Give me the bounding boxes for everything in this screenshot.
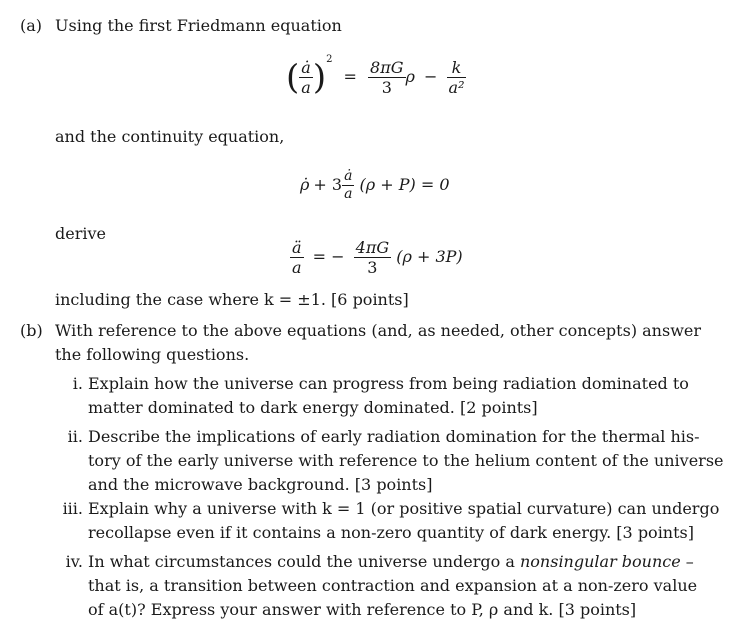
eq3-rest: (ρ + 3P) bbox=[396, 247, 463, 267]
item-ii-line: and the microwave background. [3 points] bbox=[88, 475, 433, 494]
eq1-lhs-num: ȧ bbox=[301, 58, 311, 77]
eq2-rest: (ρ + P) = 0 bbox=[359, 174, 450, 194]
part-a-label: (a) bbox=[20, 16, 43, 35]
eq3-lhs-num: ä bbox=[292, 238, 302, 257]
eq1-term1-num: 8πG bbox=[370, 58, 404, 77]
eq1-lhs-den: a bbox=[301, 78, 311, 98]
item-ii-line: Describe the implications of early radiation domination for the thermal his- bbox=[88, 427, 700, 446]
eq2-rhodot: ρ̇ bbox=[300, 174, 310, 194]
item-iii-line: Explain why a universe with k = 1 (or positive spatial curvature) can undergo bbox=[88, 499, 720, 518]
eq1-minus: − bbox=[424, 67, 438, 87]
eq1-term2-num: k bbox=[451, 58, 462, 77]
eq3-equals-minus: = − bbox=[312, 247, 345, 267]
eq1-equals: = bbox=[343, 67, 357, 87]
part-a-intro: Using the first Friedmann equation bbox=[55, 16, 342, 35]
derive-text: derive bbox=[55, 224, 106, 243]
item-iv-line: that is, a transition between contraction and expansion at a non-zero value bbox=[88, 576, 698, 595]
eq2-plus3: + 3 bbox=[313, 174, 343, 194]
eq2-frac-num: ȧ bbox=[344, 168, 353, 184]
item-ii-label: ii. bbox=[67, 427, 83, 446]
part-b-intro-line1: With reference to the above equations (and, as needed, other concepts) answer bbox=[55, 321, 702, 340]
acceleration-equation bbox=[290, 238, 463, 277]
eq1-exponent: 2 bbox=[326, 53, 333, 65]
item-iv-line: of a(t)? Express your answer with reference to P, ρ and k. [3 points] bbox=[88, 600, 637, 619]
item-i-line: matter dominated to dark energy dominated. [2 points] bbox=[88, 398, 538, 417]
item-ii-line: tory of the early universe with reference to the helium content of the universe bbox=[88, 451, 724, 470]
friedmann-equation: ( $\frac{ȧ}{a}$ )$^2$ = $\frac{8\pi G}{3}$ ρ − $\frac{k}{\text{a²}}$ bbox=[286, 53, 465, 98]
eq3-lhs-den: a bbox=[292, 258, 302, 278]
item-i-label: i. bbox=[72, 374, 83, 393]
eq3-frac-den: 3 bbox=[354, 257, 391, 277]
part-b-label: (b) bbox=[20, 321, 43, 340]
item-iv-line bbox=[88, 552, 694, 571]
eq1-rho: ρ bbox=[405, 67, 415, 87]
part-a-mid-text: and the continuity equation, bbox=[55, 127, 285, 146]
eq1-term2-den: a² bbox=[448, 78, 465, 98]
part-b-intro-line2: the following questions. bbox=[55, 345, 250, 364]
part-a-closing: including the case where k = ±1. [6 points] bbox=[55, 290, 409, 309]
item-iii-line: recollapse even if it contains a non-zero quantity of dark energy. [3 points] bbox=[88, 523, 694, 542]
eq1-term1-den: 3 bbox=[368, 77, 405, 97]
item-iv-post: – bbox=[680, 552, 694, 571]
eq2-frac-den: a bbox=[344, 185, 353, 202]
continuity-equation bbox=[300, 168, 450, 203]
item-iv-pre: In what circumstances could the universe undergo a bbox=[88, 552, 520, 571]
item-iv-label: iv. bbox=[65, 552, 83, 571]
item-iv-emphasis: nonsingular bounce bbox=[519, 552, 681, 571]
eq3-frac-num: 4πG bbox=[355, 238, 390, 257]
item-i-line: Explain how the universe can progress from being radiation dominated to bbox=[88, 374, 689, 393]
item-iii-label: iii. bbox=[62, 499, 83, 518]
